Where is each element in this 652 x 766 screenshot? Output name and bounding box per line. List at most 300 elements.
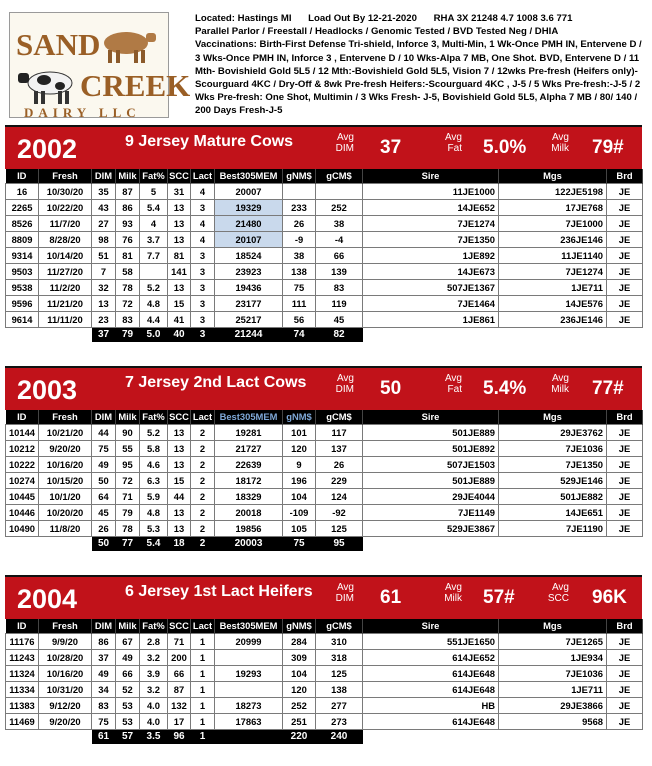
table-cell: 15 [168,295,191,311]
cow-row[interactable] [6,472,643,488]
column-header[interactable]: Best305MEM [215,619,283,633]
table-cell: 10212 [6,440,39,456]
table-cell: 1 [191,681,215,697]
cow-row[interactable] [6,199,643,215]
table-cell: 49 [92,665,116,681]
table-cell: 22639 [215,456,283,472]
column-header[interactable]: Fresh [39,169,92,183]
table-cell: 25217 [215,311,283,327]
table-cell: 17863 [215,713,283,729]
table-cell: 101 [283,424,316,440]
column-header[interactable]: ID [6,619,39,633]
facility-details: Parallel Parlor / Freestall / Headlocks / Genomic Tested / BVD Tested Neg / DHIA [195,26,559,38]
table-cell: 44 [168,488,191,504]
column-header[interactable]: Lact [191,169,215,183]
table-cell: 13 [168,279,191,295]
sand-creek-dairy-logo [9,12,191,120]
table-cell: 3.7 [140,231,168,247]
table-cell: 35 [92,183,116,199]
column-header[interactable]: Fresh [39,410,92,424]
table-cell: 125 [316,520,363,536]
table-cell: 273 [316,713,363,729]
blank-cell [363,729,499,744]
table-cell: 53 [116,713,140,729]
blank-cell [499,327,607,342]
blank-cell [39,729,92,744]
stat-value: 5.0% [483,137,527,158]
cow-row[interactable] [6,697,643,713]
cow-row[interactable] [6,231,643,247]
blank-cell [499,729,607,744]
stat-value: 37 [380,137,402,158]
stat-label: Avg DIM [335,373,354,395]
blank-cell [6,536,39,551]
table-cell: 105 [283,520,316,536]
table-cell: 7.7 [140,247,168,263]
lot-title: 7 Jersey 2nd Lact Cows [125,374,307,391]
table-cell: 11/8/20 [39,520,92,536]
table-cell: 13 [168,440,191,456]
average-cell: 57 [116,729,140,744]
column-header[interactable]: Milk [116,410,140,424]
average-cell: 82 [316,327,363,342]
average-cell [215,729,283,744]
cow-row[interactable] [6,183,643,199]
table-cell: 26 [283,215,316,231]
average-cell: 240 [316,729,363,744]
column-header[interactable]: DIM [92,169,116,183]
table-cell: 3 [191,279,215,295]
table-cell: 41 [168,311,191,327]
table-header-row [6,619,643,633]
table-cell: 141 [168,263,191,279]
table-cell: 7JE1350 [363,231,499,247]
blank-cell [607,536,643,551]
table-cell: 7JE1464 [363,295,499,311]
table-cell: 9314 [6,247,39,263]
blank-cell [363,327,499,342]
table-cell: 81 [168,247,191,263]
table-cell: 11176 [6,633,39,649]
column-header[interactable]: Milk [116,169,140,183]
table-cell: 5.4 [140,199,168,215]
table-cell: 81 [116,247,140,263]
table-cell: 87 [116,183,140,199]
table-cell: 78 [116,279,140,295]
table-cell: 1JE711 [499,681,607,697]
column-header[interactable]: Milk [116,619,140,633]
table-cell: JE [607,311,643,327]
table-cell: 4 [191,231,215,247]
table-cell: 23 [92,311,116,327]
cow-row[interactable] [6,633,643,649]
table-cell: 56 [283,311,316,327]
table-cell: 529JE146 [499,472,607,488]
table-cell: 277 [316,697,363,713]
average-cell: 37 [92,327,116,342]
table-cell: 13 [168,231,191,247]
vaccinations: Vaccinations: Birth-First Defense Tri-shield, Inforce 3, Multi-Min, 1 Wk-Once PMH IN, Entervene D / 3 Wks-Once PMH IN, Inforce 3 , Entervene D / 10 Wks-Alpa 7 MB, One Shot. BVD, Entervene D / 11 Mth- Bovishield Gold 5L5 / 12 Mth:-Bovishield Gold 5L5, Vision 7 / 12wks Pre-fresh (Heifers only)- Scourguard 4KC / Dry-Off & 8wk Pre-fresh Heifers:-Scourguard 4KC , J-5 / 5 Wks Pre-fresh:-J-5 / 2 Wks Pre-fresh: One Shot, Multimin / 3 Wks Fresh- J-5, Bovishield Gold 5L5, Alpha 7 MB / 80/ 140 / 200 Days Fresh-J-5 [195,39,642,117]
cow-row[interactable] [6,311,643,327]
lot-number: 2003 [17,375,78,405]
table-cell: 23923 [215,263,283,279]
table-cell: JE [607,231,643,247]
table-cell: 83 [316,279,363,295]
table-cell: 8809 [6,231,39,247]
table-cell: 14JE651 [499,504,607,520]
cow-row[interactable] [6,488,643,504]
table-cell: 26 [316,456,363,472]
table-cell: 10/15/20 [39,472,92,488]
table-cell: 8526 [6,215,39,231]
stat-label: Avg SCC [547,582,569,604]
table-cell: 45 [316,311,363,327]
column-header[interactable]: Brd [607,410,643,424]
table-cell: 19293 [215,665,283,681]
table-cell: 11243 [6,649,39,665]
table-cell: 1JE934 [499,649,607,665]
table-cell: 252 [283,697,316,713]
table-cell: 72 [116,472,140,488]
table-cell: 9614 [6,311,39,327]
table-cell: 52 [116,681,140,697]
table-cell: 66 [316,247,363,263]
column-header[interactable]: Sire [363,169,499,183]
column-header[interactable]: gNM$ [283,619,316,633]
table-cell: 2.8 [140,633,168,649]
stat-label: Avg Fat [444,373,462,395]
table-cell: 236JE146 [499,231,607,247]
table-cell: JE [607,504,643,520]
table-cell: JE [607,183,643,199]
lot-title: 9 Jersey Mature Cows [125,133,294,150]
table-cell: JE [607,665,643,681]
cow-row[interactable] [6,456,643,472]
table-cell: JE [607,295,643,311]
average-cell: 3 [191,327,215,342]
cow-row[interactable] [6,713,643,729]
table-cell: 20007 [215,183,283,199]
blank-cell [607,729,643,744]
cow-row[interactable] [6,247,643,263]
table-cell: 132 [168,697,191,713]
table-cell: JE [607,424,643,440]
table-cell: JE [607,681,643,697]
table-cell: 4.4 [140,311,168,327]
cow-row[interactable] [6,295,643,311]
lot-banner [5,125,642,169]
table-cell: 614JE648 [363,665,499,681]
table-cell: 11469 [6,713,39,729]
table-cell: 1 [191,633,215,649]
table-cell: 10/21/20 [39,424,92,440]
table-cell: 19436 [215,279,283,295]
table-cell: 14JE673 [363,263,499,279]
column-header[interactable]: gCM$ [316,619,363,633]
column-header[interactable]: Best305MEM [215,410,283,424]
table-cell: 11324 [6,665,39,681]
table-cell: 10144 [6,424,39,440]
cow-row[interactable] [6,279,643,295]
table-cell: JE [607,520,643,536]
table-cell: HB [363,697,499,713]
load-out-date: Load Out By 12-21-2020 [308,13,417,24]
table-cell: 53 [116,697,140,713]
cow-row[interactable] [6,440,643,456]
average-cell: 3.5 [140,729,168,744]
column-header[interactable]: ID [6,169,39,183]
table-cell: 4.0 [140,713,168,729]
table-cell: JE [607,247,643,263]
table-cell: 98 [92,231,116,247]
table-cell: 3 [191,263,215,279]
table-cell: 9/20/20 [39,440,92,456]
table-cell: -92 [316,504,363,520]
table-cell: 138 [283,263,316,279]
table-cell: 318 [316,649,363,665]
average-cell: 75 [283,536,316,551]
column-header[interactable]: ID [6,410,39,424]
column-header[interactable]: Brd [607,619,643,633]
table-cell: 86 [92,633,116,649]
table-cell: 51 [92,247,116,263]
table-cell: 10/14/20 [39,247,92,263]
table-cell: 11383 [6,697,39,713]
table-cell: 95 [116,456,140,472]
table-cell: JE [607,279,643,295]
blank-cell [607,327,643,342]
lot-number: 2004 [17,584,78,614]
logo-word-creek: CREEK [80,68,191,103]
table-cell: 104 [283,665,316,681]
table-cell: 10222 [6,456,39,472]
table-cell [215,649,283,665]
table-cell: 7JE1190 [499,520,607,536]
table-cell: 614JE648 [363,681,499,697]
stat-value: 5.4% [483,378,527,399]
column-header[interactable]: gCM$ [316,410,363,424]
table-cell: -9 [283,231,316,247]
table-cell: 2 [191,424,215,440]
cow-row[interactable] [6,649,643,665]
column-header[interactable]: Mgs [499,619,607,633]
table-cell: 3 [191,199,215,215]
cow-table [5,410,643,551]
table-cell: 125 [316,665,363,681]
table-cell: 8/28/20 [39,231,92,247]
table-cell: 11/11/20 [39,311,92,327]
table-cell: 13 [168,504,191,520]
column-header[interactable]: Sire [363,619,499,633]
table-cell: 11JE1000 [363,183,499,199]
table-cell: 310 [316,633,363,649]
location: Located: Hastings MI [195,13,292,24]
column-header[interactable]: Fat% [140,619,168,633]
table-cell: 72 [116,295,140,311]
table-cell: 11/21/20 [39,295,92,311]
table-cell: 3 [191,247,215,263]
table-cell: 501JE889 [363,424,499,440]
table-cell: 1 [191,665,215,681]
cow-row[interactable] [6,520,643,536]
stat-value: 61 [380,587,402,608]
table-cell: 9/20/20 [39,713,92,729]
table-cell: 1JE711 [499,279,607,295]
table-cell: 17 [168,713,191,729]
table-cell: 236JE146 [499,311,607,327]
table-cell: 11JE1140 [499,247,607,263]
blank-cell [6,327,39,342]
column-header[interactable]: DIM [92,619,116,633]
table-cell: 11334 [6,681,39,697]
table-cell: 34 [92,681,116,697]
table-cell: 86 [116,199,140,215]
table-cell: 5 [140,183,168,199]
column-header[interactable]: gCM$ [316,169,363,183]
table-cell: 5.8 [140,440,168,456]
table-cell: 37 [92,649,116,665]
cow-row[interactable] [6,215,643,231]
table-cell: 10/30/20 [39,183,92,199]
average-cell: 20003 [215,536,283,551]
table-cell: 29JE3762 [499,424,607,440]
table-cell: JE [607,456,643,472]
average-cell: 95 [316,536,363,551]
column-header[interactable]: SCC [169,620,189,632]
stat-value: 77# [592,378,624,399]
table-cell: 10/22/20 [39,199,92,215]
column-header[interactable]: Fat% [140,410,168,424]
table-cell: 9596 [6,295,39,311]
table-cell: 83 [116,311,140,327]
column-header[interactable]: Fresh [39,619,92,633]
table-cell: 3 [191,295,215,311]
table-cell: 10445 [6,488,39,504]
table-cell: 45 [92,504,116,520]
table-cell: 251 [283,713,316,729]
table-cell: 18273 [215,697,283,713]
table-header-row [6,169,643,183]
column-header[interactable]: Mgs [499,410,607,424]
table-cell: 31 [168,183,191,199]
column-header[interactable]: Lact [191,410,215,424]
brown-cow-icon [94,23,160,65]
table-cell: 14JE576 [499,295,607,311]
table-cell: 20107 [215,231,283,247]
column-header[interactable]: Brd [607,169,643,183]
cow-row[interactable] [6,424,643,440]
table-cell: 66 [168,665,191,681]
table-cell: 20999 [215,633,283,649]
table-cell: -4 [316,231,363,247]
column-header[interactable]: gNM$ [283,410,316,424]
table-cell: 614JE652 [363,649,499,665]
table-cell: 29JE4044 [363,488,499,504]
table-cell: 4.8 [140,295,168,311]
table-cell: 1 [191,713,215,729]
table-cell: 27 [92,215,116,231]
table-cell: 1JE861 [363,311,499,327]
table-cell: -109 [283,504,316,520]
table-cell: 14JE652 [363,199,499,215]
column-header[interactable]: Best305MEM [215,169,283,183]
blank-cell [499,536,607,551]
column-header[interactable]: Mgs [499,169,607,183]
table-cell: JE [607,488,643,504]
table-cell: 13 [168,215,191,231]
table-averages-row [6,729,643,744]
column-header[interactable]: SCC [169,411,189,423]
table-cell: 3.2 [140,681,168,697]
table-cell: 5.2 [140,424,168,440]
table-cell: 124 [316,488,363,504]
column-header[interactable]: gNM$ [283,169,316,183]
stat-label: Avg Fat [444,132,462,154]
table-cell: 49 [92,456,116,472]
lot-number: 2002 [17,134,78,164]
table-cell: 19281 [215,424,283,440]
lot-banner [5,366,642,410]
column-header[interactable]: Lact [191,619,215,633]
table-cell [283,183,316,199]
table-cell: 90 [116,424,140,440]
average-cell: 5.4 [140,536,168,551]
table-cell: 93 [116,215,140,231]
table-cell: 4.0 [140,697,168,713]
table-cell: 32 [92,279,116,295]
average-cell: 79 [116,327,140,342]
table-cell: 1 [191,649,215,665]
column-header[interactable]: Fat% [140,169,168,183]
table-cell: 78 [116,520,140,536]
table-cell: 1JE892 [363,247,499,263]
table-cell: 4 [191,183,215,199]
table-cell: 3.9 [140,665,168,681]
table-cell: 10/28/20 [39,649,92,665]
table-cell: JE [607,633,643,649]
cow-row[interactable] [6,263,643,279]
lot-banner [5,575,642,619]
table-cell: 4 [140,215,168,231]
table-cell: 13 [168,424,191,440]
column-header[interactable]: SCC [169,170,189,182]
table-cell: 104 [283,488,316,504]
table-cell: 309 [283,649,316,665]
column-header[interactable]: Sire [363,410,499,424]
table-cell: 507JE1367 [363,279,499,295]
table-cell: 19856 [215,520,283,536]
table-cell: JE [607,215,643,231]
table-cell: 7JE1274 [363,215,499,231]
table-cell: 18524 [215,247,283,263]
table-cell: 75 [92,440,116,456]
cow-row[interactable] [6,504,643,520]
column-header[interactable]: DIM [92,410,116,424]
cow-row[interactable] [6,681,643,697]
stat-label: Avg DIM [335,132,354,154]
table-cell: JE [607,199,643,215]
table-cell: 614JE648 [363,713,499,729]
cow-row[interactable] [6,665,643,681]
table-cell: 9503 [6,263,39,279]
table-cell: 9/12/20 [39,697,92,713]
blank-cell [6,729,39,744]
table-cell: 10/31/20 [39,681,92,697]
table-cell: 13 [92,295,116,311]
table-cell: 11/7/20 [39,215,92,231]
table-cell: 233 [283,199,316,215]
table-cell: 7JE1149 [363,504,499,520]
